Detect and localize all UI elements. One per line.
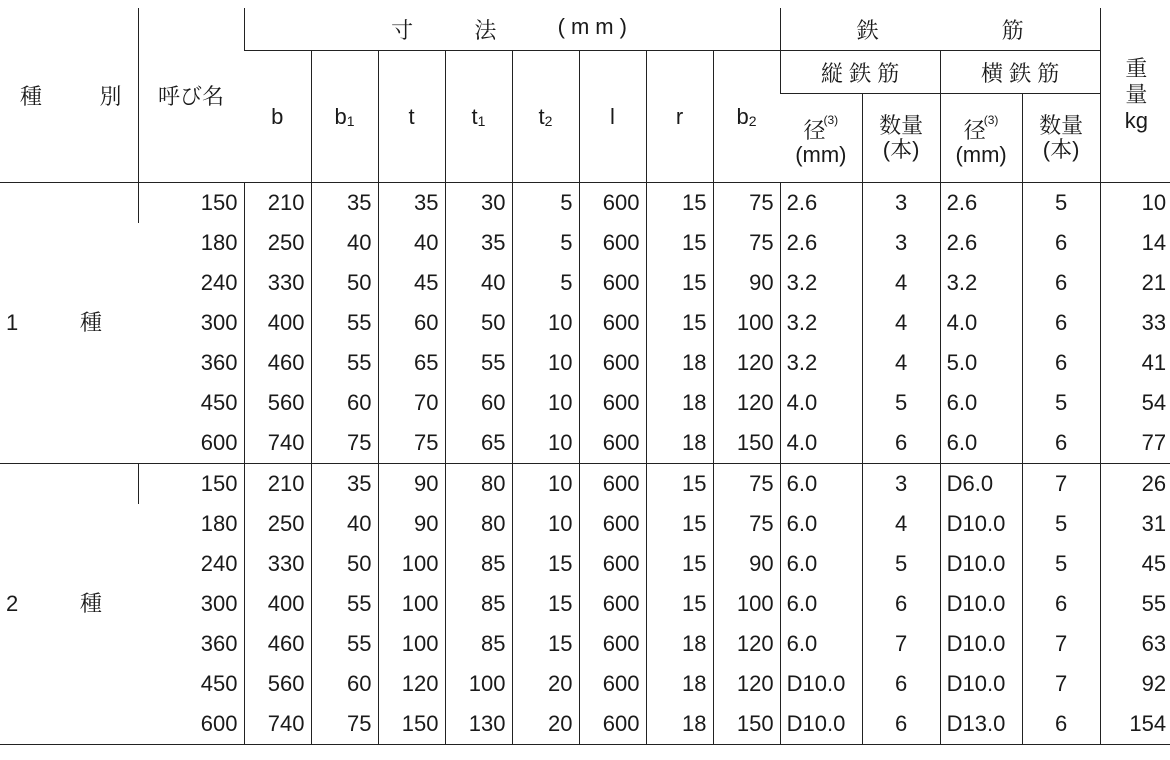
table-cell: 18 [646,423,713,464]
table-cell: 6 [1022,584,1100,624]
dim-col-t2: t2 [512,51,579,183]
table-cell: 15 [646,584,713,624]
table-cell: 55 [311,343,378,383]
kind-number: 1 [6,310,19,335]
table-cell: 3 [862,183,940,224]
table-cell: 120 [713,624,780,664]
table-cell: 600 [579,544,646,584]
longitudinal-rebar-header: 縦 鉄 筋 [780,51,940,94]
table-cell: 600 [579,183,646,224]
weight-header-a: 重 [1125,56,1148,81]
table-cell: 210 [244,464,311,505]
dimensions-unit: (mm) [557,13,633,39]
table-cell: 6 [862,704,940,745]
weight-unit: kg [1124,108,1148,133]
table-cell: 55 [311,303,378,343]
long-diameter-header: 径$^{(3)}$ (mm) [780,94,862,183]
table-cell: 3.2 [940,263,1022,303]
table-cell: 85 [445,584,512,624]
table-cell: 460 [244,343,311,383]
table-cell: 360 [200,350,238,375]
table-cell: 5 [512,183,579,224]
table-cell: 3.2 [780,263,862,303]
dimensions-word-2: 法 [474,17,497,43]
table-cell: 740 [244,423,311,464]
table-cell: 15 [646,223,713,263]
table-cell: 15 [646,263,713,303]
table-cell: 18 [646,704,713,745]
spec-table [0,8,1170,745]
table-cell: 5 [512,223,579,263]
weight-header-b: 量 [1125,82,1148,107]
table-cell: 60 [311,383,378,423]
kind-label: 種 [80,310,103,335]
table-cell: 6 [862,664,940,704]
table-cell: 50 [445,303,512,343]
table-cell: 45 [378,263,445,303]
table-cell: 6 [1022,263,1100,303]
table-cell: 55 [445,343,512,383]
table-row [0,544,1170,584]
table-cell: 80 [445,464,512,505]
table-cell: 150 [713,704,780,745]
table-cell: 21 [1100,263,1170,303]
table-cell: 2.6 [940,223,1022,263]
table-cell: 63 [1100,624,1170,664]
table-cell: D10.0 [780,704,862,745]
table-cell: 130 [445,704,512,745]
table-cell: 77 [1100,423,1170,464]
table-cell: 75 [311,423,378,464]
table-cell: 6 [1022,343,1100,383]
table-cell: 90 [378,504,445,544]
kind-header [0,8,138,183]
table-row [0,464,1170,505]
table-cell: 6 [862,584,940,624]
table-row [0,383,1170,423]
table-row [0,584,1170,624]
table-cell: 2.6 [780,183,862,224]
table-cell: 7 [1022,624,1100,664]
weight-header [1100,8,1170,183]
table-row [0,263,1170,303]
table-cell: 40 [445,263,512,303]
table-cell: 6 [862,423,940,464]
table-cell: 740 [244,704,311,745]
table-cell: 85 [445,544,512,584]
table-cell: 6.0 [780,584,862,624]
table-cell: 600 [579,584,646,624]
table-cell: 150 [378,704,445,745]
table-cell: 154 [1100,704,1170,745]
table-cell: 330 [244,544,311,584]
table-cell: 41 [1100,343,1170,383]
table-cell: 5 [512,263,579,303]
table-cell: 600 [138,423,244,464]
table-cell: 100 [378,544,445,584]
table-cell: 10 [512,423,579,464]
table-header [0,8,1170,183]
table-cell: 600 [579,303,646,343]
table-cell: D10.0 [940,504,1022,544]
table-cell: 100 [713,303,780,343]
table-cell: 3.2 [780,343,862,383]
table-cell: 4 [862,303,940,343]
table-cell: 26 [1100,464,1170,505]
kind-cell [0,464,138,745]
rebar-word-1: 鉄 [856,17,879,43]
table-cell: 5 [1022,183,1100,224]
table-cell: 35 [445,223,512,263]
table-cell: 600 [579,704,646,745]
trans-count-header: 数量 (本) [1022,94,1100,183]
dim-col-l: l [579,51,646,183]
table-cell: 6.0 [780,464,862,505]
table-cell: 600 [579,383,646,423]
table-cell: 560 [244,383,311,423]
table-cell: 5 [862,383,940,423]
table-cell: 90 [713,263,780,303]
table-cell: 4 [862,504,940,544]
table-cell: 600 [138,704,244,745]
table-cell: 40 [378,223,445,263]
table-cell: 6.0 [940,423,1022,464]
table-cell: 100 [378,624,445,664]
table-cell: 250 [244,504,311,544]
table-cell: 70 [378,383,445,423]
table-cell: 6.0 [780,544,862,584]
table-cell: 10 [512,383,579,423]
table-cell: D10.0 [940,624,1022,664]
table-cell: D10.0 [780,664,862,704]
table-cell: 100 [378,584,445,624]
table-cell: 10 [512,464,579,505]
dim-col-b2: b2 [713,51,780,183]
group-2-body [0,464,1170,745]
table-cell: 120 [713,343,780,383]
table-cell: 400 [244,584,311,624]
table-cell: D10.0 [940,664,1022,704]
table-cell: 90 [713,544,780,584]
dim-col-t: t [378,51,445,183]
table-cell: 75 [378,423,445,464]
table-cell: 60 [445,383,512,423]
table-cell: 180 [200,230,238,255]
table-cell: 180 [200,511,238,536]
table-cell: 4 [862,263,940,303]
table-cell: 35 [378,183,445,224]
table-cell: 400 [244,303,311,343]
dimensions-group-header [244,8,780,51]
table-cell: 10 [1100,183,1170,224]
table-cell: 55 [1100,584,1170,624]
table-cell: 600 [579,504,646,544]
table-cell: 55 [311,624,378,664]
table-row [0,343,1170,383]
table-cell: 460 [244,624,311,664]
table-cell: 33 [1100,303,1170,343]
table-cell: 600 [579,423,646,464]
table-cell: D13.0 [940,704,1022,745]
dim-col-b1: b1 [311,51,378,183]
table-cell: 18 [646,664,713,704]
table-cell: 600 [579,664,646,704]
kind-header-a: 種 [20,83,43,109]
table-cell: 5 [1022,544,1100,584]
table-cell: 20 [512,664,579,704]
table-cell: 6 [1022,423,1100,464]
table-cell: 7 [1022,664,1100,704]
table-cell: 4.0 [780,423,862,464]
table-cell: 450 [200,390,238,415]
dim-col-r: r [646,51,713,183]
table-cell: 31 [1100,504,1170,544]
nominal-header: 呼び名 [138,8,244,183]
kind-number: 2 [6,591,19,616]
dimensions-word-1: 寸 [391,17,414,43]
table-row [0,704,1170,745]
rebar-word-2: 筋 [1001,17,1024,43]
table-cell: 92 [1100,664,1170,704]
table-row [0,624,1170,664]
table-cell: 600 [579,223,646,263]
table-cell: 15 [512,624,579,664]
table-cell: 3 [862,223,940,263]
table-cell: 90 [378,464,445,505]
table-cell: 15 [646,504,713,544]
table-cell: 210 [244,183,311,224]
transverse-rebar-header: 横 鉄 筋 [940,51,1100,94]
table-cell: 75 [311,704,378,745]
table-cell: 15 [646,183,713,224]
table-row [0,183,1170,224]
table-cell: 6 [1022,303,1100,343]
table-cell: 10 [512,343,579,383]
group-1-body [0,183,1170,464]
table-cell: 6.0 [780,504,862,544]
table-cell: 6 [1022,223,1100,263]
table-cell: 30 [445,183,512,224]
table-cell: D10.0 [940,584,1022,624]
table-cell: 240 [200,270,238,295]
table-cell: 85 [445,624,512,664]
table-cell: 35 [311,464,378,505]
table-cell: 120 [713,383,780,423]
table-cell: 7 [1022,464,1100,505]
table-cell: 120 [713,664,780,704]
table-cell: 75 [713,223,780,263]
table-cell: 250 [244,223,311,263]
table-cell: 300 [200,310,238,335]
kind-header-b: 別 [99,83,122,109]
table-cell: 6.0 [940,383,1022,423]
kind-cell [0,183,138,464]
table-cell: 4 [862,343,940,383]
table-cell: 100 [445,664,512,704]
table-cell: 5.0 [940,343,1022,383]
table-cell: 60 [378,303,445,343]
table-cell: 54 [1100,383,1170,423]
table-cell: 40 [311,223,378,263]
table-cell: 55 [311,584,378,624]
table-cell: 40 [311,504,378,544]
table-row [0,303,1170,343]
table-cell: 10 [512,303,579,343]
table-cell: 4.0 [780,383,862,423]
table-cell: 3.2 [780,303,862,343]
dim-col-t1: t1 [445,51,512,183]
table-cell: 600 [579,263,646,303]
table-cell: 300 [200,591,238,616]
table-cell: 5 [862,544,940,584]
table-cell: 75 [713,464,780,505]
rebar-group-header [780,8,1100,51]
dim-col-b: b [244,51,311,183]
table-row [0,664,1170,704]
table-cell: 6 [1022,704,1100,745]
table-cell: 20 [512,704,579,745]
table-cell: 65 [445,423,512,464]
table-row [0,423,1170,464]
table-cell: 330 [244,263,311,303]
table-cell: 6.0 [780,624,862,664]
table-cell: 18 [646,624,713,664]
table-cell: 50 [311,544,378,584]
table-cell: 75 [713,183,780,224]
table-cell: 45 [1100,544,1170,584]
table-cell: 15 [646,464,713,505]
table-cell: 15 [512,584,579,624]
table-cell: 15 [512,544,579,584]
trans-diameter-header: 径$^{(3)}$ (mm) [940,94,1022,183]
table-cell: 5 [1022,383,1100,423]
table-cell: 2.6 [780,223,862,263]
table-cell: 600 [579,343,646,383]
table-cell: D10.0 [940,544,1022,584]
table-cell: 65 [378,343,445,383]
table-cell: 50 [311,263,378,303]
table-row [0,504,1170,544]
table-cell: 80 [445,504,512,544]
table-cell: 60 [311,664,378,704]
table-cell: 4.0 [940,303,1022,343]
table-row [0,223,1170,263]
table-cell: 2.6 [940,183,1022,224]
table-cell: 15 [646,544,713,584]
table-cell: 18 [646,383,713,423]
table-cell: 150 [713,423,780,464]
table-cell: 560 [244,664,311,704]
table-cell: 450 [200,671,238,696]
table-cell: 15 [646,303,713,343]
table-cell: 150 [138,464,244,505]
table-cell: 150 [138,183,244,224]
table-cell: 120 [378,664,445,704]
table-cell: 14 [1100,223,1170,263]
table-cell: 10 [512,504,579,544]
table-cell: 5 [1022,504,1100,544]
table-cell: 600 [579,464,646,505]
table-cell: 240 [200,551,238,576]
table-cell: 18 [646,343,713,383]
table-cell: 7 [862,624,940,664]
table-cell: 35 [311,183,378,224]
table-cell: D6.0 [940,464,1022,505]
long-count-header: 数量 (本) [862,94,940,183]
table-cell: 600 [579,624,646,664]
kind-label: 種 [80,591,103,616]
table-cell: 75 [713,504,780,544]
table-cell: 100 [713,584,780,624]
table-cell: 360 [200,631,238,656]
table-cell: 3 [862,464,940,505]
